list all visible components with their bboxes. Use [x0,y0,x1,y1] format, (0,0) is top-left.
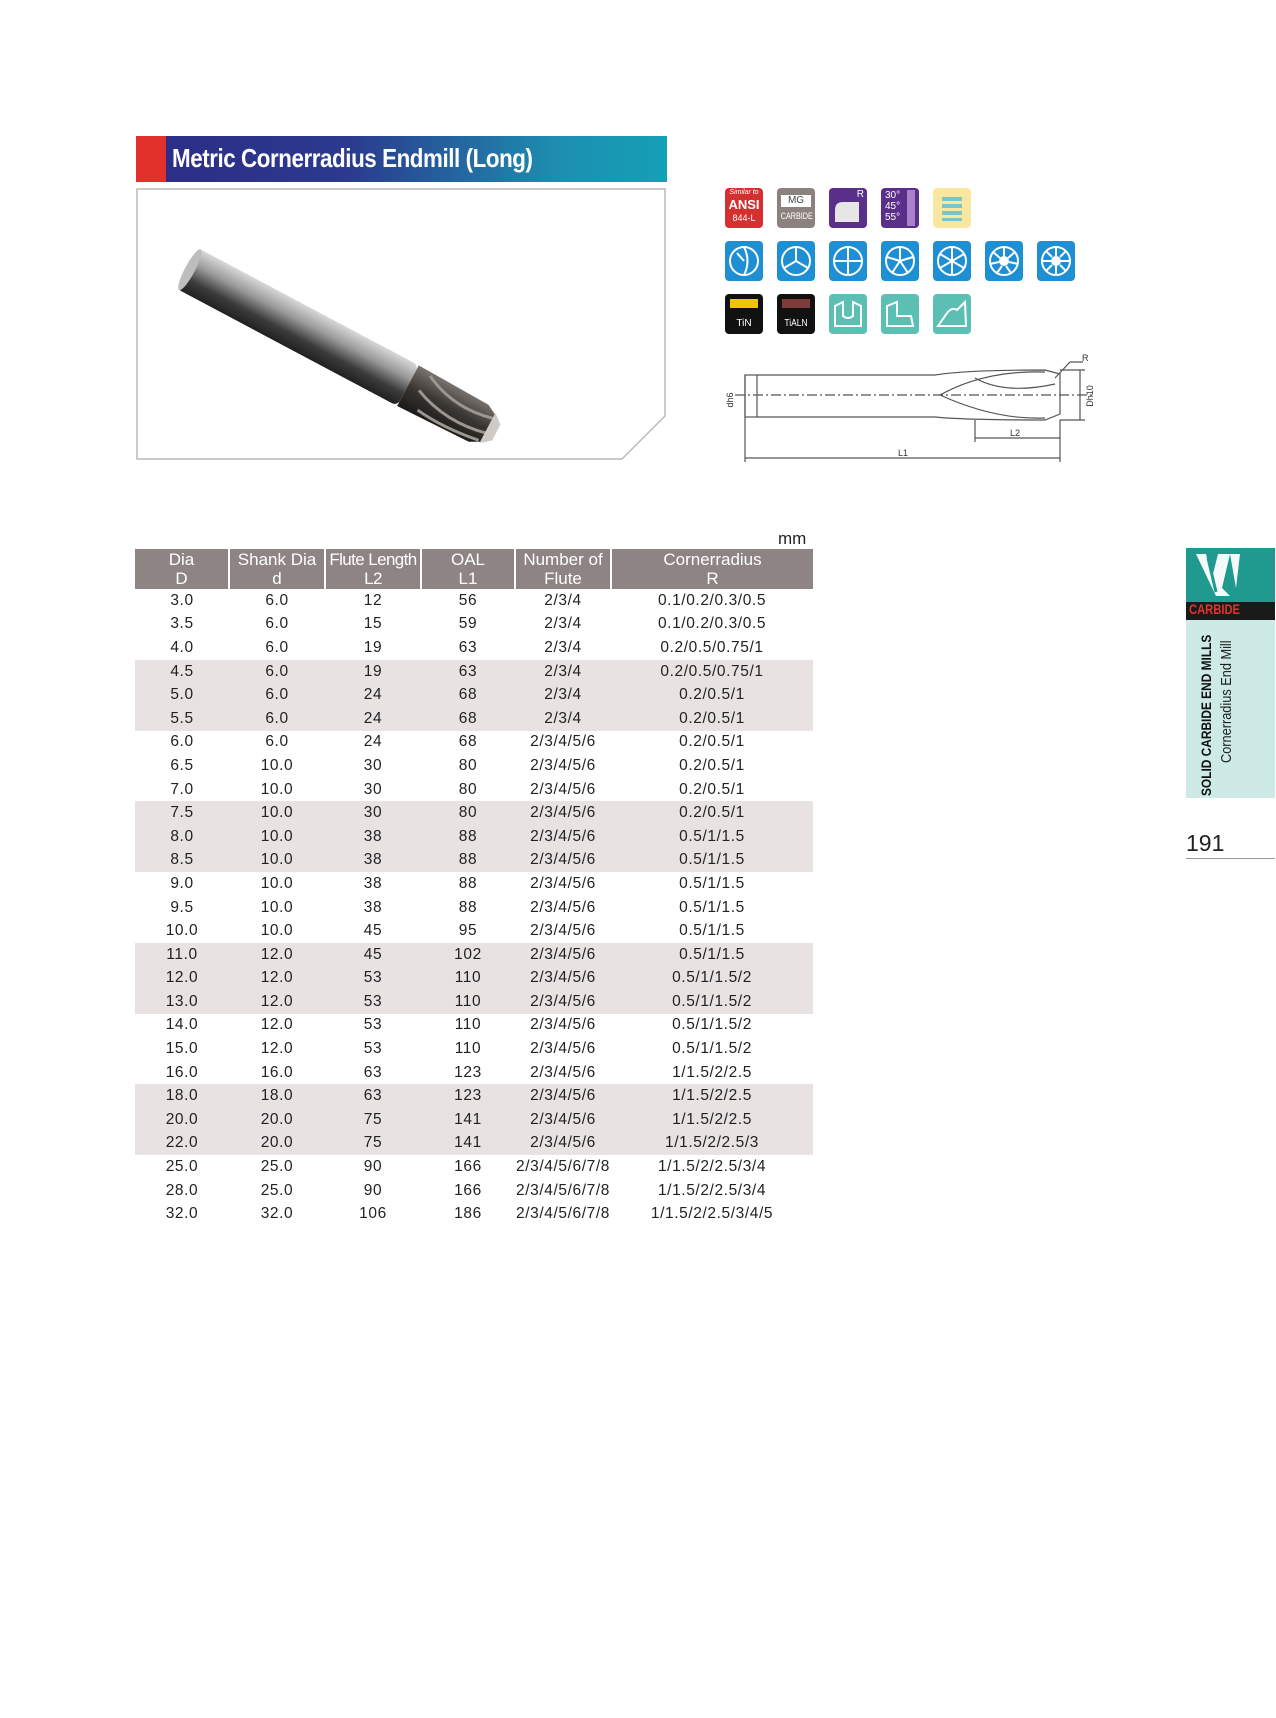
8-flute-icon [1037,241,1075,281]
table-cell: 15.0 [165,1040,199,1058]
table-cell: 38 [325,849,421,873]
table-cell: 11.0 [135,943,229,967]
tin-coating-icon: TiN [725,294,763,334]
table-cell: 16.0 [165,1063,199,1081]
table-cell: 12.0 [260,1016,294,1034]
table-row [135,778,813,802]
table-cell: 32.0 [165,1205,199,1223]
table-cell: 141 [421,1108,515,1132]
table-cell: 1/1.5/2/2.5/3/4 [657,1181,767,1199]
dim-label-l2: L2 [1009,428,1021,438]
table-cell: 80 [421,801,515,825]
table-cell: 1/1.5/2/2.5 [611,1108,813,1132]
table-cell: 0.2/0.5/1 [679,733,745,751]
table-cell: 106 [359,1205,387,1223]
table-cell: 10.0 [260,874,294,892]
shoulder-milling-icon [881,294,919,334]
table-cell: 2/3/4/5/6 [530,922,596,940]
corner-radius-icon: R [829,188,867,228]
table-cell: 10.0 [229,825,325,849]
table-cell: 0.5/1/1.5/2 [611,967,813,991]
table-row [135,825,813,849]
table-row [135,943,813,967]
table-cell: 7.0 [170,780,194,798]
table-row [135,1061,813,1085]
table-cell: 1/1.5/2/2.5/3/4 [657,1158,767,1176]
table-cell: 0.5/1/1.5/2 [611,990,813,1014]
table-cell: 6.0 [265,733,289,751]
table-cell: 6.0 [170,733,194,751]
category-tab [1186,548,1275,602]
table-cell: 0.5/1/1.5/2 [672,1040,752,1058]
table-cell: 10.0 [260,922,294,940]
table-cell: 2/3/4 [544,615,582,633]
table-row [135,967,813,991]
table-cell: 5.5 [135,707,229,731]
table-cell: 6.0 [229,660,325,684]
table-cell: 12 [363,591,383,609]
table-row [135,1014,813,1038]
table-cell: 166 [454,1158,482,1176]
table-cell: 45 [325,943,421,967]
table-cell: 10.0 [260,780,294,798]
table-cell: 110 [421,990,515,1014]
dim-label-r: R [1082,353,1089,363]
table-row [135,1132,813,1156]
table-cell: 2/3/4 [515,660,611,684]
table-cell: 38 [363,898,383,916]
table-header-row [135,549,813,589]
table-cell: 30 [363,756,383,774]
table-cell: 6.0 [229,683,325,707]
5-flute-icon [881,241,919,281]
dim-label-dh10: Dh10 [1085,385,1095,407]
table-cell: 2/3/4/5/6 [515,849,611,873]
table-cell: 2/3/4/5/6 [530,1016,596,1034]
table-cell: 0.2/0.5/0.75/1 [611,660,813,684]
table-cell: 2/3/4/5/6 [515,1084,611,1108]
table-cell: 88 [458,898,478,916]
table-cell: 0.1/0.2/0.3/0.5 [657,615,767,633]
table-cell: 0.2/0.5/1 [611,801,813,825]
tialn-coating-icon: TiALN [777,294,815,334]
table-cell: 24 [325,707,421,731]
table-cell: 2/3/4 [544,638,582,656]
table-cell: 0.2/0.5/1 [611,683,813,707]
table-cell: 12.0 [229,967,325,991]
table-cell: 2/3/4/5/6 [515,1132,611,1156]
table-row [135,1108,813,1132]
table-cell: 102 [421,943,515,967]
table-cell: 80 [458,780,478,798]
table-row [135,731,813,755]
table-cell: 2/3/4/5/6 [515,1108,611,1132]
table-cell: 20.0 [135,1108,229,1132]
table-cell: 7.5 [135,801,229,825]
table-cell: 2/3/4/5/6/7/8 [516,1205,610,1223]
table-cell: 63 [325,1084,421,1108]
table-cell: 2/3/4/5/6/7/8 [516,1181,610,1199]
table-cell: 6.0 [229,707,325,731]
table-row [135,1179,813,1203]
table-row [135,1155,813,1179]
table-row [135,636,813,660]
table-cell: 59 [458,615,478,633]
table-cell: 20.0 [229,1108,325,1132]
table-cell: 1/1.5/2/2.5/3/4/5 [650,1205,774,1223]
table-cell: 30 [363,780,383,798]
table-cell: 0.2/0.5/1 [679,756,745,774]
2-flute-icon [725,241,763,281]
table-cell: 2/3/4 [515,707,611,731]
table-cell: 10.0 [229,849,325,873]
table-cell: 53 [363,1016,383,1034]
header-flute-length: Flute Length L2 [325,549,421,589]
table-cell: 2/3/4/5/6 [515,801,611,825]
header-dia: Dia D [135,549,229,589]
table-cell: 141 [421,1132,515,1156]
table-cell: 0.2/0.5/1 [679,780,745,798]
table-row [135,1084,813,1108]
header-cornerradius: Cornerradius R [611,549,813,589]
page-number-rule [1186,858,1275,859]
table-cell: 1/1.5/2/2.5/3 [611,1132,813,1156]
table-cell: 6.0 [265,615,289,633]
section-title: SOLID CARBIDE END MILLS [1198,634,1214,796]
table-cell: 1/1.5/2/2.5 [672,1063,752,1081]
table-cell: 2/3/4 [544,591,582,609]
page-number: 191 [1186,830,1225,856]
table-row [135,896,813,920]
table-cell: 56 [458,591,478,609]
table-cell: 10.0 [260,756,294,774]
table-cell: 68 [421,683,515,707]
table-cell: 2/3/4/5/6 [530,1040,596,1058]
table-cell: 14.0 [165,1016,199,1034]
table-cell: 2/3/4 [515,683,611,707]
header-shank-dia: Shank Dia d [229,549,325,589]
table-cell: 16.0 [260,1063,294,1081]
table-cell: 88 [458,874,478,892]
6-flute-icon [933,241,971,281]
table-cell: 19 [325,660,421,684]
table-cell: 13.0 [135,990,229,1014]
table-cell: 53 [325,967,421,991]
table-cell: 1/1.5/2/2.5 [611,1084,813,1108]
3-flute-icon [777,241,815,281]
table-row [135,849,813,873]
table-cell: 3.5 [170,615,194,633]
table-cell: 90 [363,1158,383,1176]
table-cell: 24 [325,683,421,707]
4-flute-icon [829,241,867,281]
table-cell: 68 [421,707,515,731]
table-cell: 63 [363,1063,383,1081]
table-cell: 0.5/1/1.5 [679,922,745,940]
header-oal: OAL L1 [421,549,515,589]
table-cell: 90 [363,1181,383,1199]
ansi-standard-icon: Similar to ANSI 844-L [725,188,763,228]
product-photo [136,188,666,460]
table-cell: 0.5/1/1.5 [611,849,813,873]
page-title: Metric Cornerradius Endmill (Long) [172,143,533,173]
spec-table [135,549,813,1226]
table-row [135,707,813,731]
mg-carbide-icon: MG CARBIDE [777,188,815,228]
table-cell: 88 [421,849,515,873]
header-number-of-flute: Number of Flute [515,549,611,589]
table-cell: 0.1/0.2/0.3/0.5 [657,591,767,609]
table-cell: 4.0 [170,638,194,656]
table-cell: 63 [458,638,478,656]
table-cell: 18.0 [135,1084,229,1108]
table-cell: 123 [421,1084,515,1108]
table-cell: 0.5/1/1.5 [611,825,813,849]
table-cell: 2/3/4/5/6 [515,943,611,967]
table-cell: 4.5 [135,660,229,684]
table-cell: 2/3/4/5/6 [530,1063,596,1081]
table-cell: 2/3/4/5/6/7/8 [516,1158,610,1176]
table-cell: 10.0 [165,922,199,940]
table-cell: 25.0 [260,1181,294,1199]
title-accent [136,136,166,182]
table-cell: 68 [458,733,478,751]
7-flute-icon [985,241,1023,281]
table-cell: 2/3/4/5/6 [515,967,611,991]
table-cell: 75 [325,1108,421,1132]
table-cell: 10.0 [229,801,325,825]
table-row [135,613,813,637]
table-cell: 95 [458,922,478,940]
table-cell: 6.0 [265,638,289,656]
table-cell: 32.0 [260,1205,294,1223]
table-cell: 0.2/0.5/0.75/1 [660,638,764,656]
table-row [135,589,813,613]
table-cell: 2/3/4/5/6 [515,990,611,1014]
table-row [135,801,813,825]
table-cell: 110 [421,967,515,991]
material-chart-icon [933,188,971,228]
table-cell: 19 [363,638,383,656]
table-row [135,990,813,1014]
dim-label-dh6: dh6 [725,392,735,408]
table-row [135,919,813,943]
table-cell: 2/3/4/5/6 [530,780,596,798]
table-cell: 166 [454,1181,482,1199]
table-cell: 53 [363,1040,383,1058]
table-cell: 2/3/4/5/6 [530,874,596,892]
table-cell: 75 [325,1132,421,1156]
table-cell: 9.0 [170,874,194,892]
table-row [135,754,813,778]
table-row [135,1202,813,1226]
slotting-icon [829,294,867,334]
section-subtitle: Cornerradius End Mill [1218,640,1235,763]
table-cell: 88 [421,825,515,849]
table-cell: 25.0 [260,1158,294,1176]
table-cell: 63 [421,660,515,684]
table-cell: 12.0 [260,1040,294,1058]
table-cell: 80 [458,756,478,774]
dim-label-l1: L1 [897,448,909,458]
table-cell: 2/3/4/5/6 [515,825,611,849]
table-cell: 12.0 [229,943,325,967]
table-cell: 28.0 [165,1181,199,1199]
table-cell: 8.0 [135,825,229,849]
table-cell: 0.5/1/1.5/2 [672,1016,752,1034]
table-cell: 0.5/1/1.5 [679,898,745,916]
table-cell: 45 [363,922,383,940]
table-cell: 38 [363,874,383,892]
table-row [135,1037,813,1061]
table-cell: 2/3/4/5/6 [530,756,596,774]
helix-angle-icon: 30° 45° 55° [881,188,919,228]
table-cell: 110 [454,1016,482,1034]
table-cell: 22.0 [135,1132,229,1156]
table-cell: 0.2/0.5/1 [611,707,813,731]
table-cell: 12.0 [229,990,325,1014]
table-cell: 186 [454,1205,482,1223]
table-cell: 2/3/4/5/6 [530,733,596,751]
profiling-icon [933,294,971,334]
table-cell: 38 [325,825,421,849]
table-cell: 6.0 [265,591,289,609]
table-cell: 10.0 [260,898,294,916]
table-cell: 12.0 [135,967,229,991]
table-cell: 123 [454,1063,482,1081]
table-cell: 5.0 [135,683,229,707]
table-cell: 6.5 [170,756,194,774]
table-cell: 25.0 [165,1158,199,1176]
table-row [135,660,813,684]
table-cell: 9.5 [170,898,194,916]
table-cell: 0.5/1/1.5 [611,943,813,967]
table-cell: 15 [363,615,383,633]
unit-label: mm [778,529,807,548]
table-cell: 53 [325,990,421,1014]
table-cell: 2/3/4/5/6 [530,898,596,916]
table-cell: 0.5/1/1.5 [679,874,745,892]
table-cell: 110 [454,1040,482,1058]
dimension-diagram [715,350,1135,472]
carbide-tool-icon [1186,548,1275,602]
table-row [135,683,813,707]
table-cell: 3.0 [170,591,194,609]
table-cell: 30 [325,801,421,825]
table-cell: 8.5 [135,849,229,873]
table-cell: 18.0 [229,1084,325,1108]
category-label: CARBIDE [1189,601,1241,617]
table-row [135,872,813,896]
table-cell: 24 [363,733,383,751]
table-cell: 20.0 [229,1132,325,1156]
